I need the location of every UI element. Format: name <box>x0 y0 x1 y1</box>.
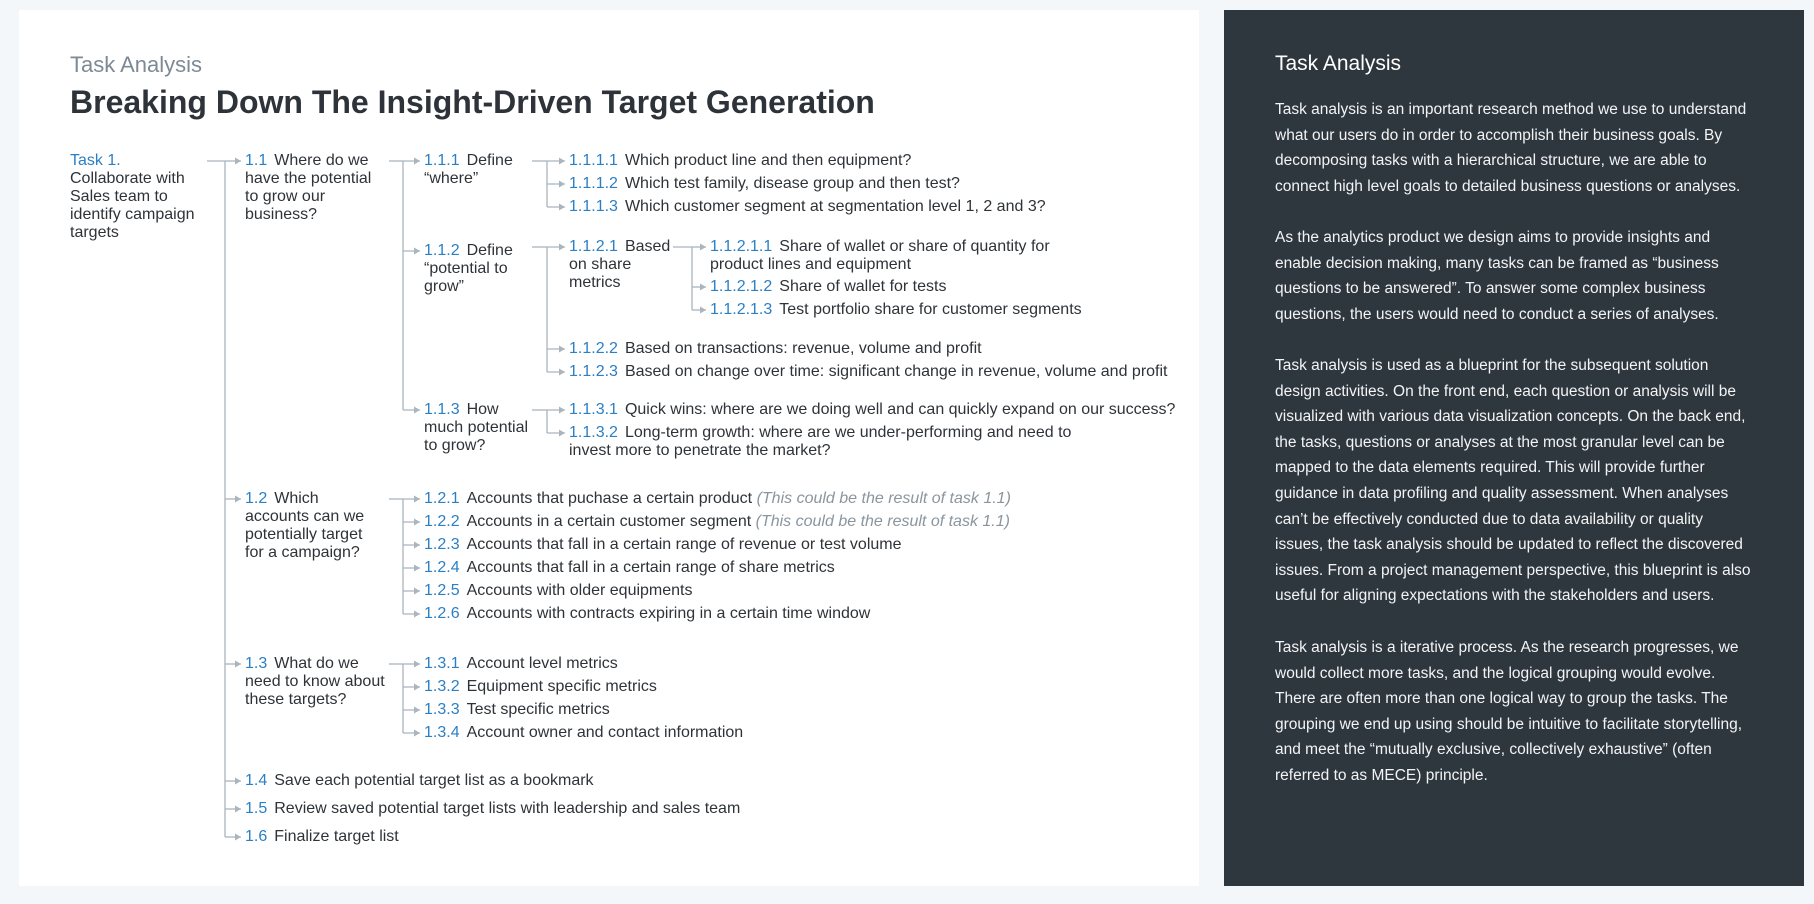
paragraph-line: Task analysis is a iterative process. As the research progresses, we <box>1275 639 1739 656</box>
task-analysis-card <box>19 10 1199 886</box>
node-number: 1.1.1 <box>424 152 460 169</box>
connector-arrow <box>235 661 241 668</box>
node-text: Equipment specific metrics <box>466 678 657 695</box>
connector-arrow <box>559 407 565 414</box>
node-number: 1.2.6 <box>424 605 460 622</box>
paragraph-line: questions to be answered”. To answer some complex business <box>1275 280 1706 298</box>
paragraph-line: design activities. On the front end, each question or analysis will be <box>1275 382 1736 400</box>
paragraph-line: what our users do in order to accomplish their business goals. By <box>1275 126 1723 144</box>
node-text: need to know about <box>245 673 385 690</box>
node-1-3-1 <box>424 655 618 673</box>
paragraph-line: grouping we end up using should be intuitive to facilitate storytelling, <box>1275 715 1743 733</box>
node-1-1-2 <box>424 242 513 296</box>
sidebar-paragraph <box>1275 97 1761 199</box>
node-1-1-1-1 <box>569 152 911 170</box>
node-number: 1.1.3 <box>424 401 460 418</box>
connector-arrow <box>559 430 565 437</box>
node-text: Review saved potential target lists with leadership and sales team <box>274 800 741 817</box>
task-line: Collaborate with <box>70 170 185 187</box>
task-line: identify campaign <box>70 206 195 223</box>
node-1-1 <box>245 152 371 224</box>
connector-arrow <box>414 730 420 737</box>
node-text: Share of wallet for tests <box>779 278 947 295</box>
node-1-6 <box>245 828 399 846</box>
node-number: 1.4 <box>245 772 268 789</box>
node-1-1-2-1 <box>569 238 670 292</box>
node-number: 1.1.2.1 <box>569 238 618 255</box>
node-number: 1.1 <box>245 152 268 169</box>
paragraph-line: Task analysis is used as a blueprint for the subsequent solution <box>1275 357 1709 374</box>
node-text: Define <box>466 152 513 169</box>
node-number: 1.2.3 <box>424 536 460 553</box>
node-1-5 <box>245 800 740 818</box>
node-1-1-1 <box>424 152 513 188</box>
node-text: invest more to penetrate the market? <box>569 442 831 459</box>
node-text: product lines and equipment <box>710 256 912 273</box>
node-text: How <box>466 401 499 418</box>
node-text: Accounts with older equipments <box>466 582 693 599</box>
sidebar-paragraph <box>1275 353 1761 609</box>
node-1-3-2 <box>424 678 657 696</box>
paragraph-line: There are often more than one logical way to group the tasks. The <box>1275 690 1728 708</box>
paragraph-line: enable decision making, many tasks can be framed as “business <box>1275 254 1719 272</box>
sidebar-panel <box>1224 10 1804 886</box>
node-text: Based <box>624 238 671 255</box>
connector-arrow <box>414 496 420 503</box>
node-1-1-3 <box>424 401 528 455</box>
node-number: 1.3.1 <box>424 655 460 672</box>
node-1-2-1 <box>424 490 1011 508</box>
node-number: 1.6 <box>245 828 268 845</box>
node-text: Account owner and contact information <box>466 724 744 741</box>
node-number: 1.2.2 <box>424 513 460 530</box>
connector-arrow <box>559 158 565 165</box>
connector-arrow <box>414 542 420 549</box>
node-number: 1.3.4 <box>424 724 460 741</box>
node-text: Quick wins: where are we doing well and can quickly expand on our success? <box>624 401 1176 418</box>
paragraph-line: connect high level goals to detailed business questions or analyses. <box>1275 177 1741 195</box>
node-1-1-1-2 <box>569 175 960 193</box>
paragraph-line: decomposing tasks with a hierarchical structure, we are able to <box>1275 152 1707 170</box>
node-text: Which <box>274 490 319 507</box>
node-text: these targets? <box>245 691 347 708</box>
node-number: 1.1.3.1 <box>569 401 618 418</box>
node-text: much potential <box>424 419 529 436</box>
paragraph-line: and meet the “mutually exclusive, collectively exhaustive” (often <box>1275 741 1712 759</box>
node-1-1-2-1-1 <box>710 238 1050 274</box>
node-text: What do we <box>274 655 359 672</box>
sidebar-paragraph <box>1275 225 1761 327</box>
node-text: Save each potential target list as a bookmark <box>274 772 594 789</box>
connector-arrow <box>235 496 241 503</box>
connector-arrow <box>414 588 420 595</box>
sidebar-title: Task Analysis <box>1275 52 1402 75</box>
paragraph-line: referred to as MECE) principle. <box>1275 766 1488 784</box>
node-text: Test portfolio share for customer segments <box>779 301 1082 318</box>
node-text: accounts can we <box>245 508 365 525</box>
node-text: metrics <box>569 274 621 291</box>
node-text: Accounts in a certain customer segment <box>466 513 752 530</box>
node-text: Share of wallet or share of quantity for <box>779 238 1050 255</box>
node-1-3-3 <box>424 701 610 719</box>
node-text: Which customer segment at segmentation level 1, 2 and 3? <box>624 198 1046 215</box>
node-text: have the potential <box>245 170 372 187</box>
node-text: potentially target <box>245 526 363 543</box>
task-number: Task 1. <box>70 152 121 169</box>
node-number: 1.2 <box>245 490 268 507</box>
node-1-1-3-2 <box>569 424 1071 460</box>
node-1-3 <box>245 655 385 709</box>
paragraph-line: visualized with various data visualization concepts. On the back end, <box>1275 408 1746 426</box>
node-text: Long-term growth: where are we under-performing and need to <box>624 424 1072 441</box>
connector-arrow <box>700 307 706 314</box>
node-text: to grow our <box>245 188 326 205</box>
page-title: Breaking Down The Insight-Driven Target Generation <box>70 84 875 120</box>
node-text: Accounts that puchase a certain product <box>466 490 753 507</box>
paragraph-line: mapped to the data elements required. This will provide further <box>1275 459 1705 477</box>
connector-arrow <box>700 284 706 291</box>
node-text: Accounts that fall in a certain range of revenue or test volume <box>466 536 902 553</box>
connector-arrow <box>414 611 420 618</box>
node-1-1-1-3 <box>569 198 1046 216</box>
paragraph-line: As the analytics product we design aims to provide insights and <box>1275 229 1711 246</box>
node-text: on share <box>569 256 632 273</box>
node-number: 1.1.2.1.1 <box>710 238 773 255</box>
node-text: Test specific metrics <box>466 701 610 718</box>
node-number: 1.1.3.2 <box>569 424 618 441</box>
node-text: Based on change over time: significant change in revenue, volume and profit <box>624 363 1168 380</box>
node-number: 1.1.1.3 <box>569 198 618 215</box>
connector-arrow <box>700 244 706 251</box>
connector-arrow <box>414 707 420 714</box>
node-number: 1.1.1.1 <box>569 152 618 169</box>
paragraph-line: would collect more tasks, and the logical grouping would evolve. <box>1275 664 1716 682</box>
node-number: 1.1.2.3 <box>569 363 618 380</box>
node-text: Accounts with contracts expiring in a certain time window <box>466 605 871 622</box>
node-1-1-3-1 <box>569 401 1175 419</box>
connector-arrow <box>414 661 420 668</box>
connector-arrow <box>235 806 241 813</box>
connector-arrow <box>235 834 241 841</box>
connector-arrow <box>414 519 420 526</box>
node-note: (This could be the result of task 1.1) <box>756 490 1011 507</box>
node-text: “where” <box>424 170 479 187</box>
node-number: 1.5 <box>245 800 268 817</box>
task-line: Sales team to <box>70 188 168 205</box>
node-text: Finalize target list <box>274 828 399 845</box>
node-number: 1.3 <box>245 655 268 672</box>
node-number: 1.1.2.1.3 <box>710 301 773 318</box>
node-text: business? <box>245 206 318 223</box>
node-number: 1.2.1 <box>424 490 460 507</box>
paragraph-line: can’t be effectively conducted due to data availability or quality <box>1275 510 1703 528</box>
node-1-2-4 <box>424 559 835 577</box>
node-number: 1.1.2.1.2 <box>710 278 773 295</box>
node-1-2-2 <box>424 513 1010 531</box>
node-text: to grow? <box>424 437 486 454</box>
node-1-2-6 <box>424 605 870 623</box>
node-number: 1.1.2.2 <box>569 340 618 357</box>
paragraph-line: Task analysis is an important research method we use to understand <box>1275 101 1747 118</box>
paragraph-line: issues, the task analysis should be updated to reflect the discovered <box>1275 536 1743 554</box>
connector-arrow <box>559 346 565 353</box>
connector-arrow <box>414 684 420 691</box>
node-1-3-4 <box>424 724 743 742</box>
node-text: Which product line and then equipment? <box>624 152 912 169</box>
node-text: Account level metrics <box>466 655 618 672</box>
connector-arrow <box>414 248 420 255</box>
connector-arrow <box>235 778 241 785</box>
node-number: 1.3.3 <box>424 701 460 718</box>
node-note: (This could be the result of task 1.1) <box>755 513 1010 530</box>
node-text: grow” <box>424 278 465 295</box>
node-1-2 <box>245 490 364 562</box>
node-text: for a campaign? <box>245 544 360 561</box>
node-1-2-5 <box>424 582 693 600</box>
connector-arrow <box>414 565 420 572</box>
connector-arrow <box>559 181 565 188</box>
paragraph-line: questions, the users would need to conduct a series of analyses. <box>1275 305 1719 323</box>
node-text: “potential to <box>424 260 508 277</box>
connector-arrow <box>414 158 420 165</box>
connector-arrow <box>559 204 565 211</box>
node-1-1-2-1-3 <box>710 301 1082 319</box>
connector-arrow <box>414 407 420 414</box>
node-1-1-2-1-2 <box>710 278 946 296</box>
section-kicker: Task Analysis <box>70 52 203 77</box>
node-1-2-3 <box>424 536 902 554</box>
node-text: Which test family, disease group and then test? <box>624 175 960 192</box>
paragraph-line: the tasks, questions or analyses at the most granular level can be <box>1275 433 1725 451</box>
node-1-4 <box>245 772 594 790</box>
node-text: Define <box>466 242 513 259</box>
node-number: 1.1.1.2 <box>569 175 618 192</box>
node-number: 1.3.2 <box>424 678 460 695</box>
connector-arrow <box>559 369 565 376</box>
task-line: targets <box>70 224 119 241</box>
connector-arrow <box>559 244 565 251</box>
node-number: 1.2.4 <box>424 559 460 576</box>
node-text: Based on transactions: revenue, volume and profit <box>624 340 982 357</box>
paragraph-line: useful for aligning expectations with the stakeholders and users. <box>1275 587 1715 605</box>
paragraph-line: guidance in data profiling and quality assessment. When analyses <box>1275 484 1729 502</box>
node-text: Where do we <box>274 152 369 169</box>
task-1-root <box>70 152 195 242</box>
node-1-1-2-2 <box>569 340 982 358</box>
sidebar-paragraph <box>1275 635 1761 789</box>
node-number: 1.2.5 <box>424 582 460 599</box>
connector-arrow <box>235 158 241 165</box>
node-number: 1.1.2 <box>424 242 460 259</box>
node-text: Accounts that fall in a certain range of share metrics <box>466 559 835 576</box>
node-1-1-2-3 <box>569 363 1168 381</box>
paragraph-line: issues. From a project management perspective, this blueprint is also <box>1275 561 1751 579</box>
